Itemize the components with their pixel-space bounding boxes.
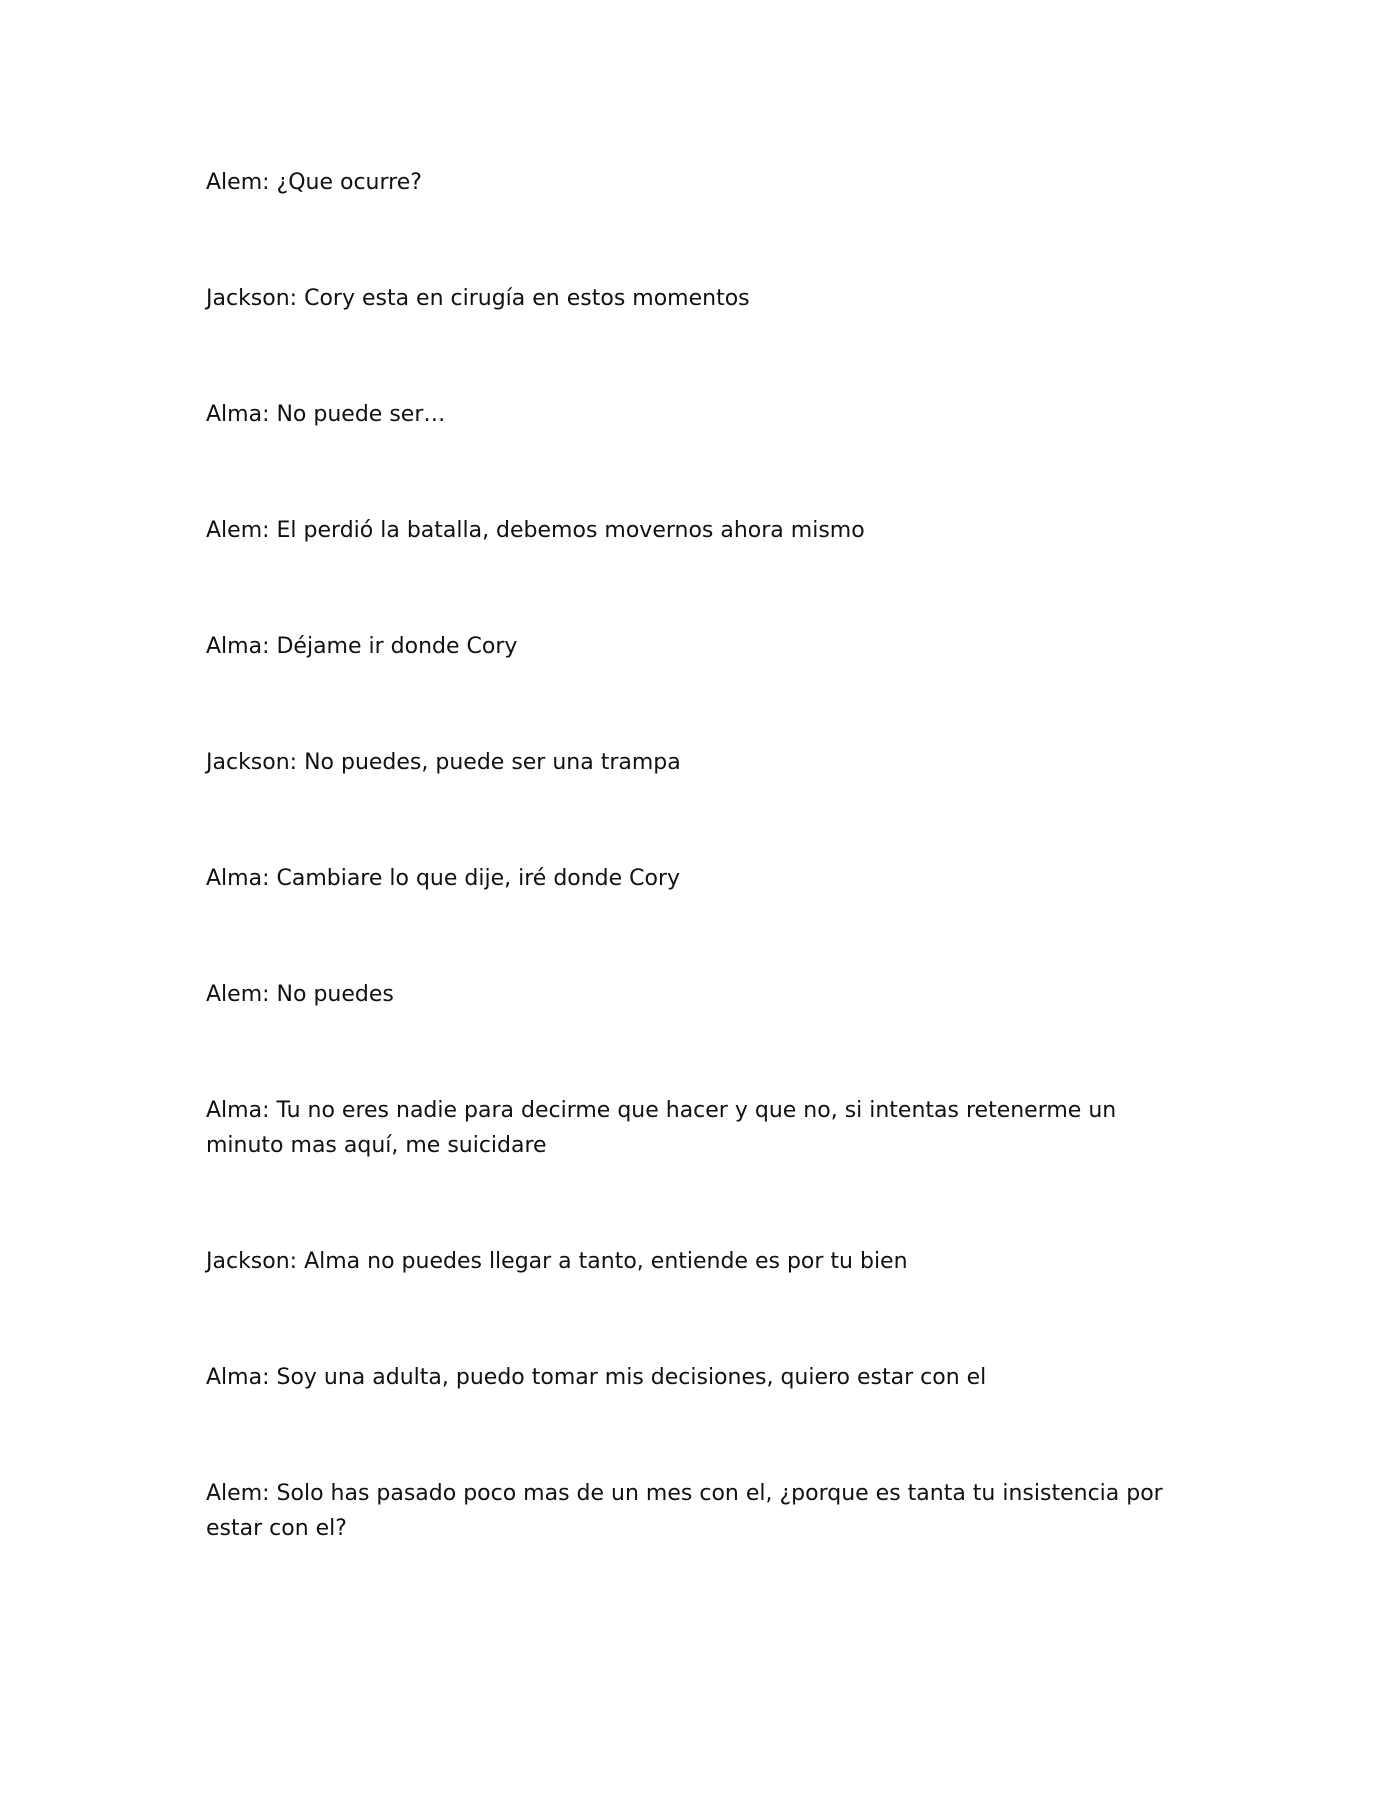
dialogue-line: Jackson: No puedes, puede ser una trampa [206,750,681,775]
dialogue-line: Jackson: Cory esta en cirugía en estos momentos [206,286,750,311]
dialogue-line: Alma: Cambiare lo que dije, iré donde Cory [206,866,681,891]
dialogue-line: Alem: ¿Que ocurre? [206,170,422,195]
dialogue-line: Alem: El perdió la batalla, debemos movernos ahora mismo [206,518,865,543]
dialogue-line: Jackson: Alma no puedes llegar a tanto, entiende es por tu bien [206,1249,908,1274]
dialogue-line: Alma: Déjame ir donde Cory [206,634,518,659]
dialogue-line: Alem: No puedes [206,982,394,1007]
dialogue-line: Alem: Solo has pasado poco mas de un mes con el, ¿porque es tanta tu insistencia por estar con el? [206,1481,1163,1541]
dialogue-line: Alma: Tu no eres nadie para decirme que hacer y que no, si intentas retenerme un minuto mas aquí, me suicidare [206,1098,1117,1158]
dialogue-line: Alma: No puede ser… [206,402,446,427]
dialogue-list [206,165,1196,1546]
dialogue-line: Alma: Soy una adulta, puedo tomar mis decisiones, quiero estar con el [206,1365,987,1390]
